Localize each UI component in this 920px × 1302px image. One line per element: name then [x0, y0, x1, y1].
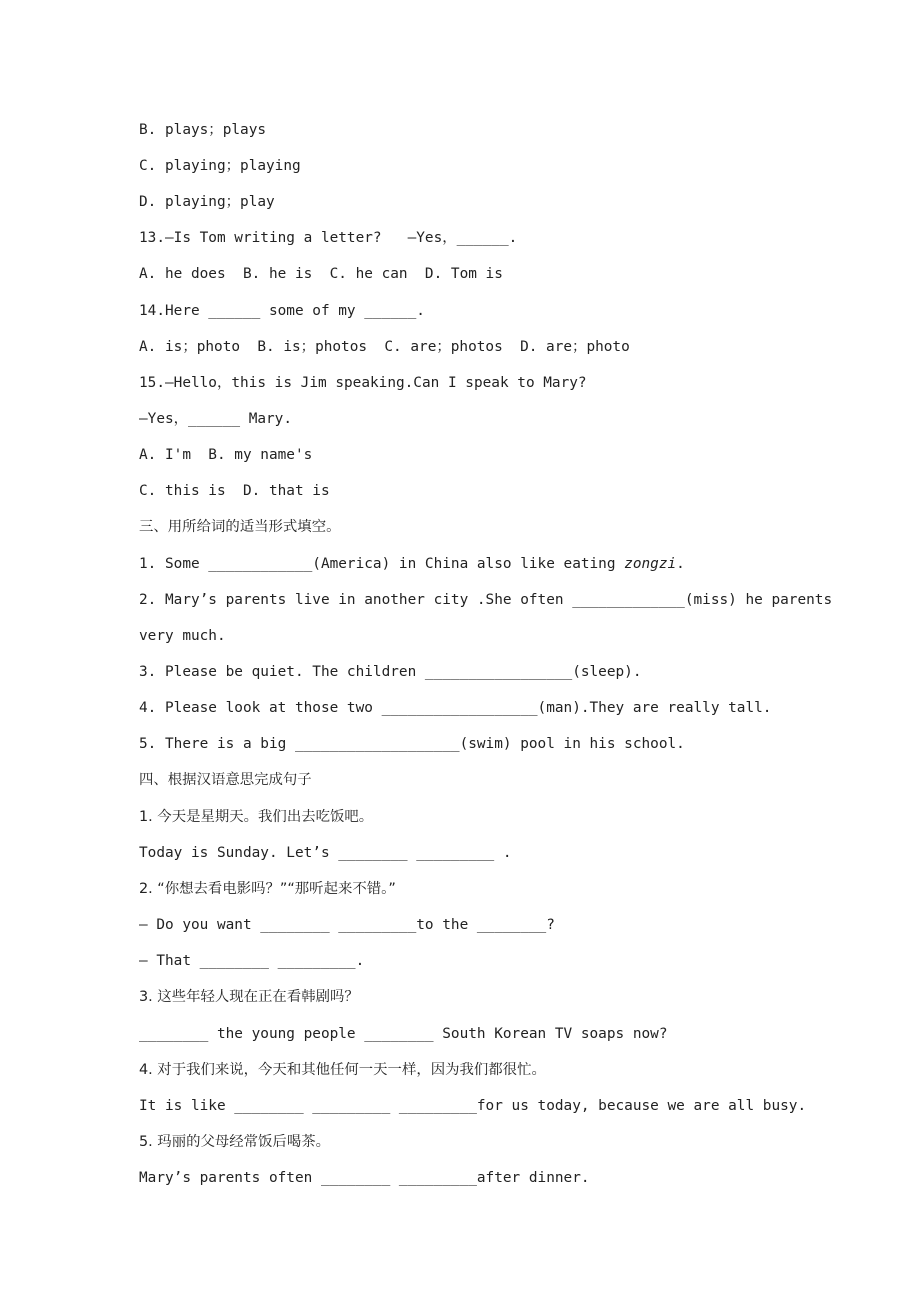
section3-item-1: [139, 554, 685, 574]
q15-reply: —Yes，______ Mary.: [139, 411, 293, 427]
section4-q4-chinese: 4. 对于我们来说，今天和其他任何一天一样，因为我们都很忙。: [139, 1062, 546, 1078]
section3-item-2-cont: very much.: [139, 628, 226, 644]
q13-stem: 13.—Is Tom writing a letter? —Yes，______.: [139, 230, 518, 246]
q14-stem: 14.Here ______ some of my ______.: [139, 303, 425, 319]
section3-heading: 三、用所给词的适当形式填空。: [139, 519, 341, 535]
section3-item-2: 2. Mary’s parents live in another city .She often _____________(miss) he parents: [139, 592, 833, 608]
section4-q2-english-a: — Do you want ________ _________to the ________?: [139, 917, 555, 933]
section4-heading: 四、根据汉语意思完成句子: [139, 772, 312, 788]
q15-stem: 15.—Hello，this is Jim speaking.Can I speak to Mary?: [139, 375, 587, 391]
section4-q1-chinese: 1. 今天是星期天。我们出去吃饭吧。: [139, 809, 374, 825]
q15-options-ab: A. I'm B. my name's: [139, 447, 313, 463]
section4-q5-english: Mary’s parents often ________ _________after dinner.: [139, 1170, 590, 1186]
q12-option-b: B. plays；plays: [139, 122, 267, 138]
section4-q1-english: Today is Sunday. Let’s ________ _________ .: [139, 845, 512, 861]
section4-q2-chinese: 2. “你想去看电影吗？”“那听起来不错。”: [139, 881, 396, 897]
q15-options-cd: C. this is D. that is: [139, 483, 330, 499]
section4-q5-chinese: 5. 玛丽的父母经常饭后喝茶。: [139, 1134, 330, 1150]
q12-option-d: D. playing；play: [139, 194, 275, 210]
q13-options: A. he does B. he is C. he can D. Tom is: [139, 266, 503, 282]
section3-item-4: 4. Please look at those two __________________(man).They are really tall.: [139, 700, 772, 716]
section3-item-3: 3. Please be quiet. The children _________________(sleep).: [139, 664, 642, 680]
q12-option-c: C. playing；playing: [139, 158, 301, 174]
section3-item-1-italic: zongzi: [624, 556, 677, 572]
section4-q3-english: ________ the young people ________ South Korean TV soaps now?: [139, 1026, 668, 1042]
section3-item-5: 5. There is a big ___________________(swim) pool in his school.: [139, 736, 685, 752]
section4-q2-english-b: — That ________ _________.: [139, 953, 365, 969]
section4-q3-chinese: 3. 这些年轻人现在正在看韩剧吗？: [139, 989, 359, 1005]
section3-item-1-text: 1. Some ____________(America) in China also like eating: [139, 556, 625, 572]
q14-options: A. is；photo B. is；photos C. are；photos D. are；photo: [139, 339, 630, 355]
section3-item-1-end: .: [676, 556, 685, 572]
section4-q4-english: It is like ________ _________ _________for us today, because we are all busy.: [139, 1098, 807, 1114]
